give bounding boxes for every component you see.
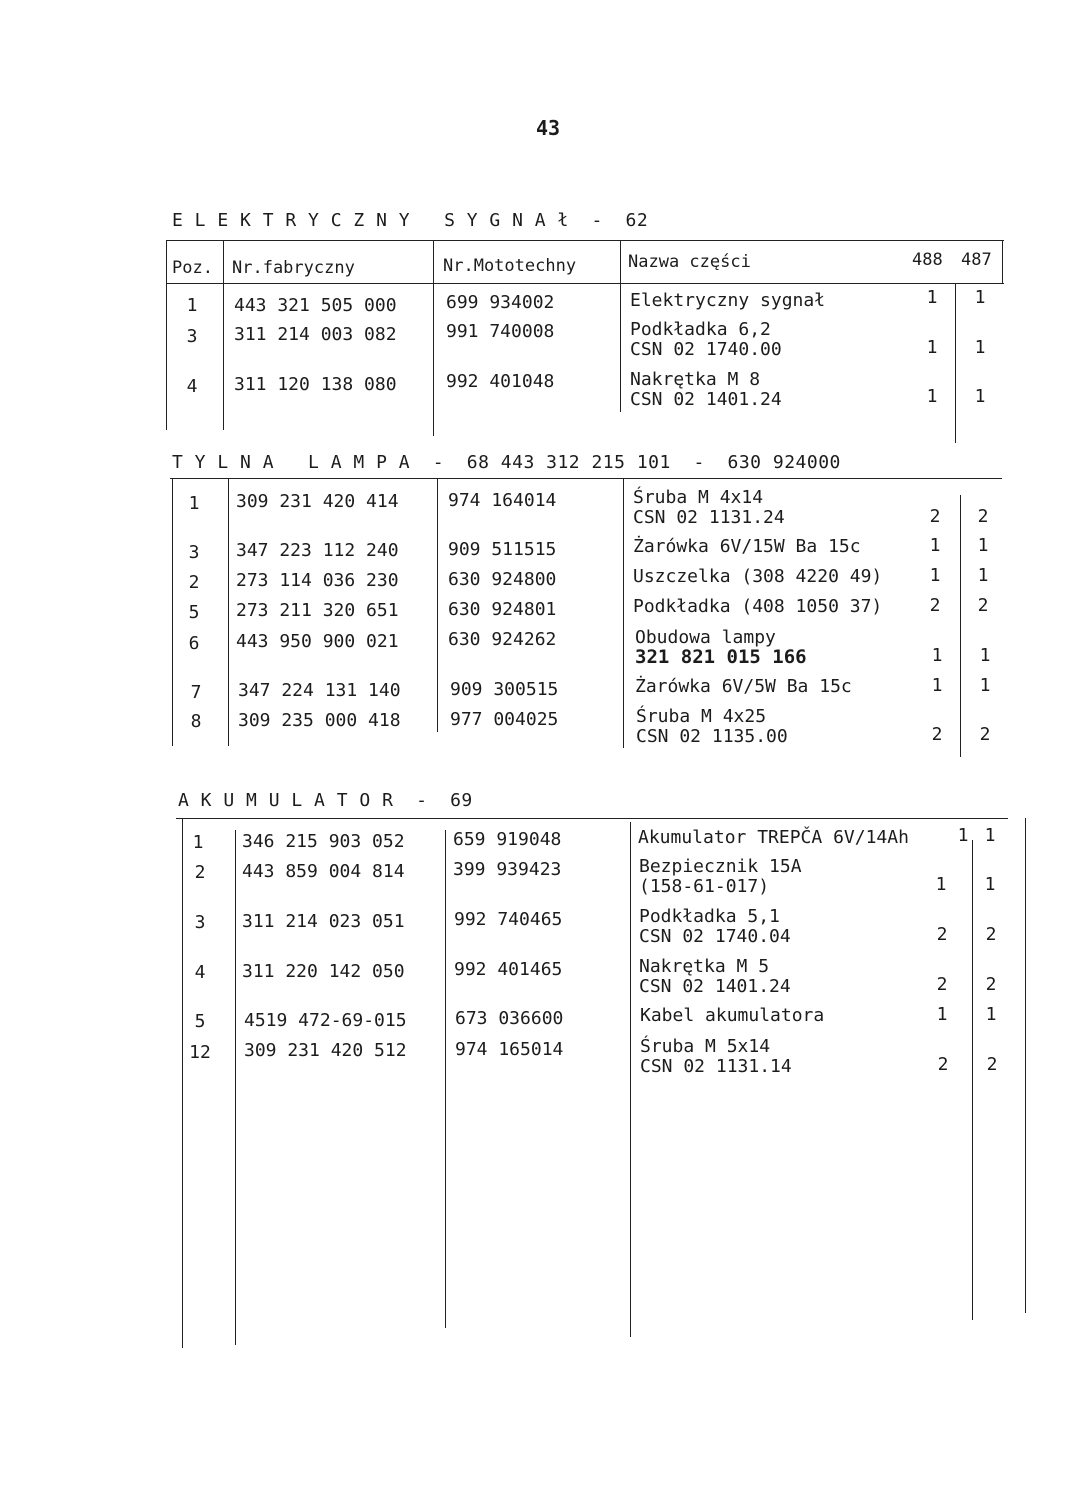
cell-qty-487: 1 bbox=[984, 825, 996, 846]
cell-qty-487: 1 bbox=[985, 1004, 997, 1025]
cell-name-line2: CSN 02 1740.04 bbox=[639, 926, 791, 947]
cell-qty-488: 1 bbox=[957, 825, 969, 846]
cell-nr-mototechny: 659 919048 bbox=[453, 829, 562, 850]
cell-qty-488: 1 bbox=[931, 645, 943, 666]
cell-nr-fabryczny: 309 235 000 418 bbox=[238, 710, 401, 731]
cell-name-line2: (158-61-017) bbox=[639, 876, 770, 897]
cell-qty-487: 2 bbox=[977, 595, 989, 616]
cell-nr-fabryczny: 311 220 142 050 bbox=[242, 961, 405, 982]
cell-qty-488: 1 bbox=[926, 386, 938, 407]
cell-name: Podkładka (408 1050 37) bbox=[633, 596, 883, 617]
cell-poz: 2 bbox=[188, 572, 200, 593]
cell-nr-fabryczny: 346 215 903 052 bbox=[242, 831, 405, 852]
table-rule bbox=[623, 478, 624, 748]
cell-qty-488: 1 bbox=[929, 535, 941, 556]
cell-nr-fabryczny: 273 114 036 230 bbox=[236, 570, 399, 591]
table-rule bbox=[955, 283, 956, 443]
table-rule bbox=[170, 478, 1002, 479]
cell-nr-mototechny: 699 934002 bbox=[446, 292, 555, 313]
cell-qty-487: 2 bbox=[977, 506, 989, 527]
cell-nr-fabryczny: 311 214 023 051 bbox=[242, 911, 405, 932]
cell-qty-487: 2 bbox=[985, 974, 997, 995]
cell-name: Żarówka 6V/5W Ba 15c bbox=[635, 676, 852, 697]
cell-qty-487: 1 bbox=[979, 645, 991, 666]
cell-name: Podkładka 6,2 bbox=[630, 319, 771, 340]
cell-nr-mototechny: 974 164014 bbox=[448, 490, 557, 511]
cell-poz: 7 bbox=[190, 682, 202, 703]
cell-poz: 3 bbox=[188, 542, 200, 563]
cell-qty-488: 2 bbox=[929, 595, 941, 616]
cell-qty-487: 2 bbox=[985, 924, 997, 945]
table-rule bbox=[235, 830, 236, 1345]
cell-poz: 3 bbox=[186, 326, 198, 347]
cell-nr-mototechny: 399 939423 bbox=[453, 859, 562, 880]
cell-poz: 5 bbox=[194, 1011, 206, 1032]
table-rule bbox=[176, 818, 1008, 819]
cell-name: Podkładka 5,1 bbox=[639, 906, 780, 927]
cell-nr-mototechny: 630 924262 bbox=[448, 629, 557, 650]
cell-nr-fabryczny: 4519 472-69-015 bbox=[244, 1010, 407, 1031]
table-rule bbox=[445, 830, 446, 1328]
cell-nr-mototechny: 630 924800 bbox=[448, 569, 557, 590]
cell-qty-487: 2 bbox=[979, 724, 991, 745]
table-rule bbox=[172, 478, 173, 746]
cell-poz: 3 bbox=[194, 912, 206, 933]
cell-nr-mototechny: 909 300515 bbox=[450, 679, 559, 700]
cell-name-line2: CSN 02 1740.00 bbox=[630, 339, 782, 360]
cell-poz: 4 bbox=[186, 376, 198, 397]
table-rule bbox=[223, 240, 224, 430]
table-rule bbox=[1002, 240, 1003, 284]
cell-name: Śruba M 4x25 bbox=[636, 706, 767, 727]
cell-name: Uszczelka (308 4220 49) bbox=[633, 566, 883, 587]
cell-nr-mototechny: 909 511515 bbox=[448, 539, 557, 560]
cell-nr-fabryczny: 347 223 112 240 bbox=[236, 540, 399, 561]
table-rule bbox=[166, 240, 167, 430]
cell-name-line2: CSN 02 1135.00 bbox=[636, 726, 788, 747]
cell-poz: 1 bbox=[188, 493, 200, 514]
cell-qty-488: 1 bbox=[926, 287, 938, 308]
table-rule bbox=[228, 478, 229, 746]
cell-poz: 1 bbox=[186, 295, 198, 316]
cell-nr-mototechny: 992 401048 bbox=[446, 371, 555, 392]
cell-name: Obudowa lampy bbox=[635, 627, 776, 648]
cell-poz: 4 bbox=[194, 962, 206, 983]
cell-nr-fabryczny: 309 231 420 414 bbox=[236, 491, 399, 512]
cell-name-line2-handwritten: 321 821 015 166 bbox=[635, 646, 807, 668]
page-number: 43 bbox=[536, 116, 561, 140]
cell-nr-mototechny: 992 740465 bbox=[454, 909, 563, 930]
cell-qty-488: 2 bbox=[937, 1054, 949, 1075]
cell-qty-487: 1 bbox=[974, 386, 986, 407]
cell-name-line2: CSN 02 1401.24 bbox=[639, 976, 791, 997]
header-qty-488: 488 bbox=[912, 250, 943, 270]
cell-poz: 12 bbox=[189, 1042, 211, 1063]
cell-name: Nakrętka M 8 bbox=[630, 369, 761, 390]
section-title-elektryczny-sygnal: E L E K T R Y C Z N Y S Y G N A ł - 62 bbox=[172, 210, 649, 231]
table-rule bbox=[960, 495, 961, 757]
cell-qty-488: 2 bbox=[929, 506, 941, 527]
table-rule bbox=[166, 283, 1004, 284]
cell-qty-487: 1 bbox=[977, 565, 989, 586]
table-rule bbox=[620, 240, 621, 412]
cell-name: Elektryczny sygnał bbox=[630, 290, 826, 311]
cell-qty-487: 1 bbox=[974, 287, 986, 308]
cell-qty-488: 2 bbox=[936, 974, 948, 995]
cell-name: Akumulator TREPČA 6V/14Ah bbox=[638, 827, 909, 848]
cell-qty-487: 2 bbox=[986, 1054, 998, 1075]
header-qty-487: 487 bbox=[961, 250, 992, 270]
cell-qty-488: 2 bbox=[931, 724, 943, 745]
cell-poz: 5 bbox=[188, 602, 200, 623]
header-nr-mototechny: Nr.Mototechny bbox=[443, 256, 577, 276]
table-rule bbox=[437, 478, 438, 732]
cell-qty-487: 1 bbox=[984, 874, 996, 895]
cell-qty-488: 1 bbox=[926, 337, 938, 358]
cell-poz: 6 bbox=[188, 633, 200, 654]
cell-name: Śruba M 4x14 bbox=[633, 487, 764, 508]
cell-name: Bezpiecznik 15A bbox=[639, 856, 802, 877]
cell-nr-mototechny: 974 165014 bbox=[455, 1039, 564, 1060]
cell-poz: 2 bbox=[194, 862, 206, 883]
cell-nr-fabryczny: 443 859 004 814 bbox=[242, 861, 405, 882]
cell-name-line2: CSN 02 1401.24 bbox=[630, 389, 782, 410]
table-rule bbox=[182, 818, 183, 1348]
section-title-tylna-lampa: T Y L N A L A M P A - 68 443 312 215 101 - 630 924000 bbox=[172, 452, 841, 473]
cell-nr-fabryczny: 443 321 505 000 bbox=[234, 295, 397, 316]
cell-qty-487: 1 bbox=[974, 337, 986, 358]
table-rule bbox=[630, 822, 631, 1337]
cell-nr-fabryczny: 347 224 131 140 bbox=[238, 680, 401, 701]
cell-qty-488: 1 bbox=[929, 565, 941, 586]
cell-qty-488: 2 bbox=[936, 924, 948, 945]
cell-nr-fabryczny: 443 950 900 021 bbox=[236, 631, 399, 652]
cell-name-line2: CSN 02 1131.14 bbox=[640, 1056, 792, 1077]
header-poz: Poz. bbox=[172, 258, 213, 278]
cell-nr-fabryczny: 309 231 420 512 bbox=[244, 1040, 407, 1061]
section-title-akumulator: A K U M U L A T O R - 69 bbox=[178, 790, 473, 811]
cell-qty-488: 1 bbox=[935, 874, 947, 895]
cell-nr-fabryczny: 311 120 138 080 bbox=[234, 374, 397, 395]
cell-name: Nakrętka M 5 bbox=[639, 956, 770, 977]
table-rule bbox=[166, 240, 1004, 241]
cell-nr-mototechny: 630 924801 bbox=[448, 599, 557, 620]
cell-qty-488: 1 bbox=[931, 675, 943, 696]
cell-qty-487: 1 bbox=[977, 535, 989, 556]
cell-nr-mototechny: 991 740008 bbox=[446, 321, 555, 342]
table-rule bbox=[972, 840, 973, 1320]
cell-name-line2: CSN 02 1131.24 bbox=[633, 507, 785, 528]
cell-name: Śruba M 5x14 bbox=[640, 1036, 771, 1057]
table-rule bbox=[1025, 818, 1026, 1313]
cell-nr-mototechny: 673 036600 bbox=[455, 1008, 564, 1029]
cell-nr-fabryczny: 311 214 003 082 bbox=[234, 324, 397, 345]
header-nazwa-czesci: Nazwa części bbox=[628, 252, 751, 272]
cell-name: Żarówka 6V/15W Ba 15c bbox=[633, 536, 861, 557]
cell-nr-mototechny: 992 401465 bbox=[454, 959, 563, 980]
cell-nr-fabryczny: 273 211 320 651 bbox=[236, 600, 399, 621]
cell-poz: 1 bbox=[192, 832, 204, 853]
header-nr-fabryczny: Nr.fabryczny bbox=[232, 258, 355, 278]
cell-name: Kabel akumulatora bbox=[640, 1005, 825, 1026]
cell-qty-488: 1 bbox=[936, 1004, 948, 1025]
table-rule bbox=[433, 240, 434, 436]
cell-qty-487: 1 bbox=[979, 675, 991, 696]
cell-nr-mototechny: 977 004025 bbox=[450, 709, 559, 730]
cell-poz: 8 bbox=[190, 711, 202, 732]
